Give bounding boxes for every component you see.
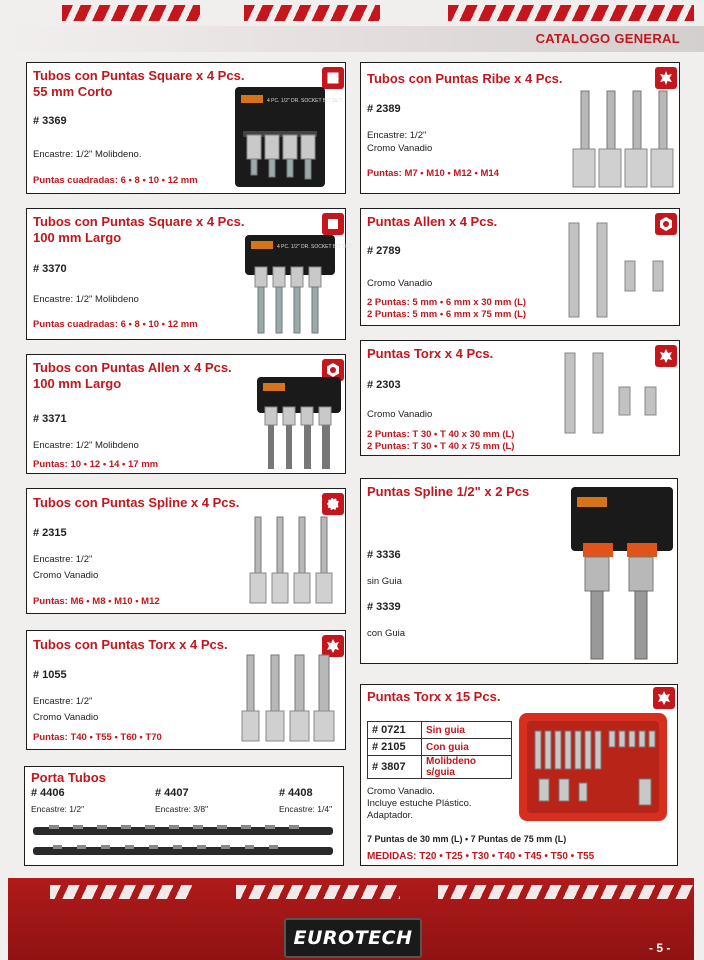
product-code: # 2789 — [367, 245, 401, 257]
product-card-1055 — [26, 630, 346, 750]
torx-sockets-image — [239, 653, 339, 745]
product-tips: Puntas cuadradas: 6 • 8 • 10 • 12 mm — [33, 319, 198, 330]
product-material: Cromo Vanadio — [33, 712, 99, 723]
product-card-2315 — [26, 488, 346, 614]
product-title: Puntas Torx x 15 Pcs. — [367, 689, 501, 704]
header-stripes-right — [448, 5, 694, 21]
product-tips: Puntas: M6 • M8 • M10 • M12 — [33, 596, 160, 607]
product-spec-4408: Encastre: 1/4" — [279, 804, 333, 814]
product-code: # 2315 — [33, 527, 67, 539]
product-title: Puntas Spline 1/2" x 2 Pcs — [367, 484, 530, 499]
product-tips: Puntas: 10 • 12 • 14 • 17 mm — [33, 459, 159, 470]
variant-code: # 3807 — [368, 756, 422, 779]
product-spec: Encastre: 1/2" Molibdeno — [33, 294, 139, 305]
square-icon — [322, 67, 344, 89]
product-label-3339: con Guia — [367, 628, 406, 639]
product-title: Tubos con Puntas Ribe x 4 Pcs. — [367, 71, 563, 86]
product-subtitle: 100 mm Largo — [33, 376, 122, 391]
ribe-icon — [655, 67, 677, 89]
spline-bit-pack-image — [571, 487, 673, 661]
product-desc: Incluye estuche Plástico. — [367, 798, 472, 809]
product-code-4408: # 4408 — [279, 787, 313, 799]
product-card-3370 — [26, 208, 352, 340]
socket-rails-image — [33, 821, 333, 861]
variant-code: # 2105 — [368, 739, 422, 756]
variant-label: Sin guia — [422, 722, 512, 739]
product-title: Tubos con Puntas Square x 4 Pcs. — [33, 68, 245, 83]
page-number: - 5 - — [649, 941, 671, 955]
socket-bit-set-card-image — [235, 87, 342, 191]
product-spec: Encastre: 1/2" — [33, 696, 93, 707]
variants-table — [367, 721, 512, 779]
product-sizes: MEDIDAS: T20 • T25 • T30 • T40 • T45 • T50 • T55 — [367, 851, 595, 862]
product-tips: Puntas: T40 • T55 • T60 • T70 — [33, 732, 162, 743]
product-tips-30mm: 2 Puntas: T 30 • T 40 x 30 mm (L) — [367, 429, 515, 440]
product-code: # 3370 — [33, 263, 67, 275]
product-card-3369 — [26, 62, 346, 194]
spline-icon — [322, 493, 344, 515]
product-card-2789 — [360, 208, 680, 326]
product-label-3336: sin Guia — [367, 576, 402, 587]
product-code: # 2389 — [367, 103, 401, 115]
product-subtitle: 55 mm Corto — [33, 84, 113, 99]
product-spec: Encastre: 1/2" Molibdeno — [33, 440, 139, 451]
pack-label: 4 PC. 1/2" DR. SOCKET BIT SET — [277, 244, 352, 250]
product-card-2303 — [360, 340, 680, 456]
product-card-3371 — [26, 354, 346, 474]
product-card-3336 — [360, 478, 678, 664]
product-code: # 1055 — [33, 669, 67, 681]
header-stripes-left — [62, 5, 200, 21]
product-desc: Adaptador. — [367, 810, 413, 821]
product-title: Tubos con Puntas Spline x 4 Pcs. — [33, 495, 240, 510]
product-subtitle: 100 mm Largo — [33, 230, 122, 245]
product-tips: 7 Puntas de 30 mm (L) • 7 Puntas de 75 mm (L) — [367, 834, 567, 844]
table-row — [368, 722, 512, 739]
product-desc: Cromo Vanadio. — [367, 786, 435, 797]
product-title: Puntas Allen x 4 Pcs. — [367, 214, 498, 229]
socket-bit-set-card-image — [257, 377, 341, 473]
footer-stripes-right — [438, 885, 694, 899]
ribe-sockets-image — [567, 89, 677, 191]
product-tips: Puntas cuadradas: 6 • 8 • 10 • 12 mm — [33, 175, 198, 186]
variant-code: # 0721 — [368, 722, 422, 739]
socket-bit-set-card-image — [245, 235, 352, 339]
product-card-2389 — [360, 62, 680, 194]
product-tips-75mm: 2 Puntas: T 30 • T 40 x 75 mm (L) — [367, 441, 515, 452]
table-row — [368, 756, 512, 779]
product-title: Puntas Torx x 4 Pcs. — [367, 346, 494, 361]
product-spec: Encastre: 1/2" — [367, 130, 427, 141]
product-code: # 2303 — [367, 379, 401, 391]
footer-stripes-left — [50, 885, 192, 899]
variant-label: Con guia — [422, 739, 512, 756]
torx-icon — [653, 687, 675, 709]
product-title: Tubos con Puntas Allen x 4 Pcs. — [33, 360, 232, 375]
product-code: # 3369 — [33, 115, 67, 127]
product-code-4406: # 4406 — [31, 787, 65, 799]
product-code-4407: # 4407 — [155, 787, 189, 799]
product-title: Porta Tubos — [31, 770, 106, 785]
table-row — [368, 739, 512, 756]
torx-bits-image — [559, 351, 669, 435]
product-tips-30mm: 2 Puntas: 5 mm • 6 mm x 30 mm (L) — [367, 297, 527, 308]
eurotech-logo — [284, 918, 422, 958]
product-material: Cromo Vanadio — [367, 143, 433, 154]
spline-sockets-image — [247, 515, 337, 607]
variant-label: Molibdeno s/guia — [422, 756, 512, 779]
product-code-3339: # 3339 — [367, 601, 401, 613]
bit-case-image — [519, 713, 667, 821]
brand-name: EUROTECH — [293, 927, 413, 949]
product-title: Tubos con Puntas Torx x 4 Pcs. — [33, 637, 228, 652]
product-title: Tubos con Puntas Square x 4 Pcs. — [33, 214, 245, 229]
header-stripes-mid — [244, 5, 380, 21]
product-spec-4407: Encastre: 3/8" — [155, 804, 209, 814]
product-spec-4406: Encastre: 1/2" — [31, 804, 85, 814]
product-code-3336: # 3336 — [367, 549, 401, 561]
pack-label: 4 PC. 1/2" DR. SOCKET BIT SET — [267, 98, 342, 104]
product-material: Cromo Vanadio — [367, 278, 433, 289]
product-material: Cromo Vanadio — [33, 570, 99, 581]
product-spec: Encastre: 1/2" Molibdeno. — [33, 149, 142, 160]
product-card-porta-tubos — [24, 766, 344, 866]
product-card-torx-15 — [360, 684, 678, 866]
footer-stripes-mid — [236, 885, 400, 899]
product-code: # 3371 — [33, 413, 67, 425]
product-material: Cromo Vanadio — [367, 409, 433, 420]
product-spec: Encastre: 1/2" — [33, 554, 93, 565]
product-tips-75mm: 2 Puntas: 5 mm • 6 mm x 75 mm (L) — [367, 309, 527, 320]
square-icon — [322, 213, 344, 235]
product-tips: Puntas: M7 • M10 • M12 • M14 — [367, 168, 499, 179]
page-title: CATALOGO GENERAL — [535, 31, 680, 46]
allen-bits-image — [563, 219, 673, 319]
